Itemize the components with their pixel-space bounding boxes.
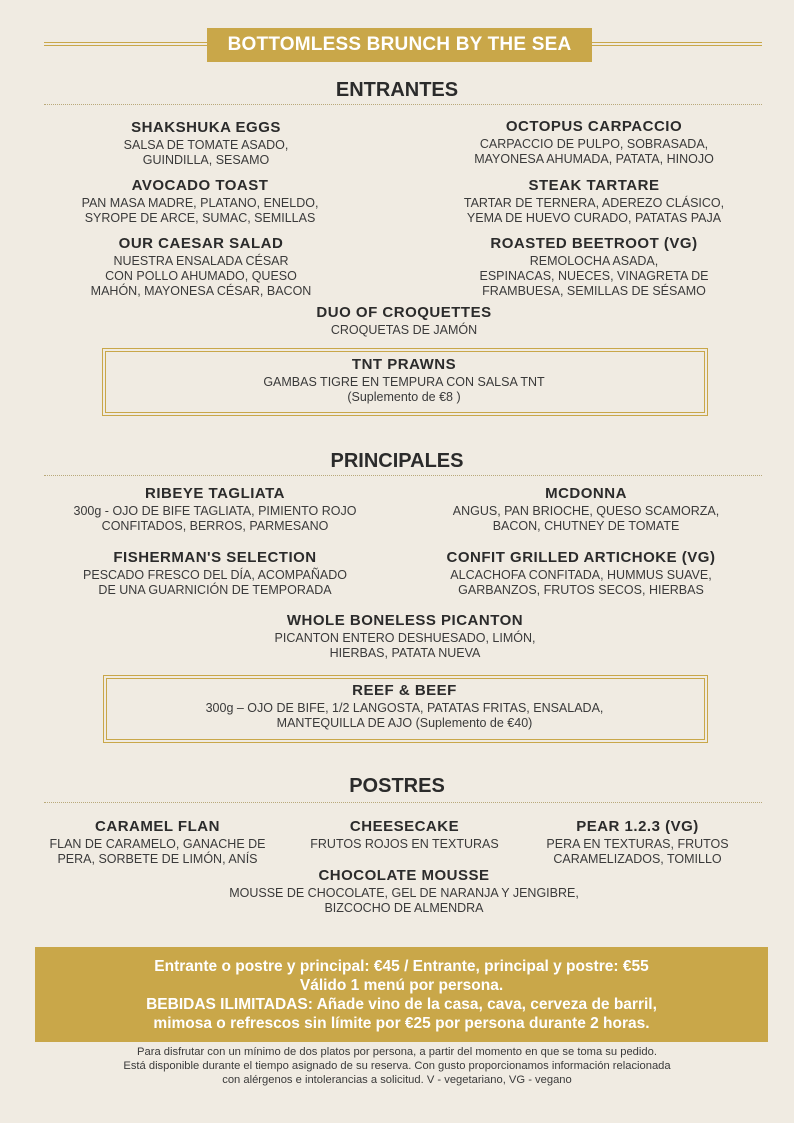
menu-item-caramel-flan xyxy=(30,817,285,867)
item-name: ROASTED BEETROOT (VG) xyxy=(490,235,698,252)
item-name: CARAMEL FLAN xyxy=(95,818,220,835)
item-desc: REMOLOCHA ASADA, ESPINACAS, NUECES, VINAGRETA DE FRAMBUESA, SEMILLAS DE SÉSAMO xyxy=(479,254,709,298)
item-name: PEAR 1.2.3 (VG) xyxy=(576,818,699,835)
item-desc: TARTAR DE TERNERA, ADEREZO CLÁSICO, YEMA DE HUEVO CURADO, PATATAS PAJA xyxy=(463,196,725,225)
menu-item-artichoke xyxy=(416,548,746,598)
menu-item-avocado xyxy=(50,176,350,226)
pricing-panel xyxy=(35,947,768,1042)
item-desc: ALCACHOFA CONFITADA, HUMMUS SUAVE, GARBANZOS, FRUTOS SECOS, HIERBAS xyxy=(450,568,712,597)
footer-line: Para disfrutar con un mínimo de dos platos por persona, a partir del momento en que se toma su pedido. xyxy=(137,1046,657,1058)
section-divider xyxy=(44,802,762,803)
banner-rule-left xyxy=(44,42,207,46)
item-desc: NUESTRA ENSALADA CÉSAR CON POLLO AHUMADO, QUESO MAHÓN, MAYONESA CÉSAR, BACON xyxy=(90,254,312,298)
footer-line: con alérgenos e intolerancias a solicitud. V - vegetariano, VG - vegano xyxy=(222,1074,572,1086)
section-title-entrantes: ENTRANTES xyxy=(335,79,459,101)
section-divider xyxy=(44,104,762,105)
item-name: AVOCADO TOAST xyxy=(131,177,269,194)
menu-item-fisherman xyxy=(50,548,380,598)
item-name: TNT PRAWNS xyxy=(351,356,457,373)
section-divider xyxy=(44,475,762,476)
item-desc: MOUSSE DE CHOCOLATE, GEL DE NARANJA Y JENGIBRE, BIZCOCHO DE ALMENDRA xyxy=(229,886,579,915)
item-desc: PESCADO FRESCO DEL DÍA, ACOMPAÑADO DE UNA GUARNICIÓN DE TEMPORADA xyxy=(83,568,347,597)
item-desc: ANGUS, PAN BRIOCHE, QUESO SCAMORZA, BACON, CHUTNEY DE TOMATE xyxy=(452,504,720,533)
item-desc: SALSA DE TOMATE ASADO, GUINDILLA, SESAMO xyxy=(123,138,289,167)
item-desc: GAMBAS TIGRE EN TEMPURA CON SALSA TNT (Suplemento de €8 ) xyxy=(263,375,545,404)
item-desc: CROQUETAS DE JAMÓN xyxy=(330,323,478,337)
item-name: CHEESECAKE xyxy=(349,818,460,835)
pricing-line: mimosa o refrescos sin límite por €25 por persona durante 2 horas. xyxy=(153,1015,650,1032)
menu-title-banner: BOTTOMLESS BRUNCH BY THE SEA xyxy=(207,28,592,62)
item-name: SHAKSHUKA EGGS xyxy=(131,119,281,136)
item-desc: CARPACCIO DE PULPO, SOBRASADA, MAYONESA AHUMADA, PATATA, HINOJO xyxy=(474,137,714,166)
menu-item-shakshuka xyxy=(56,118,356,168)
item-desc: PAN MASA MADRE, PLATANO, ENELDO, SYROPE DE ARCE, SUMAC, SEMILLAS xyxy=(81,196,319,225)
item-name: STEAK TARTARE xyxy=(528,177,660,194)
pricing-line: BEBIDAS ILIMITADAS: Añade vino de la casa, cava, cerveza de barril, xyxy=(146,996,657,1013)
menu-item-picanton xyxy=(235,611,575,661)
menu-item-octopus xyxy=(444,117,744,167)
menu-item-cheesecake xyxy=(292,817,517,852)
item-name: CONFIT GRILLED ARTICHOKE (VG) xyxy=(446,549,716,566)
item-name: FISHERMAN'S SELECTION xyxy=(113,549,317,566)
pricing-line: Válido 1 menú por persona. xyxy=(299,977,504,994)
menu-item-tnt-prawns xyxy=(105,355,703,405)
item-desc: 300g - OJO DE BIFE TAGLIATA, PIMIENTO ROJO CONFITADOS, BERROS, PARMESANO xyxy=(73,504,357,533)
footer-notes xyxy=(0,1045,794,1087)
item-name: RIBEYE TAGLIATA xyxy=(145,485,285,502)
pricing-line: Entrante o postre y principal: €45 / Entrante, principal y postre: €55 xyxy=(154,958,649,975)
item-desc: FRUTOS ROJOS EN TEXTURAS xyxy=(310,837,499,851)
item-name: WHOLE BONELESS PICANTON xyxy=(286,612,524,629)
menu-item-reef-beef xyxy=(106,681,703,731)
banner-rule-right xyxy=(592,42,762,46)
footer-line: Está disponible durante el tiempo asignado de su reserva. Con gusto proporcionamos información relacionada xyxy=(123,1060,671,1072)
section-title-postres: POSTRES xyxy=(349,775,445,797)
menu-item-chocolate-mousse xyxy=(194,866,614,916)
menu-item-croquettes xyxy=(254,303,554,338)
item-name: MCDONNA xyxy=(545,485,627,502)
item-desc: PICANTON ENTERO DESHUESADO, LIMÓN, HIERBAS, PATATA NUEVA xyxy=(274,631,536,660)
menu-item-ribeye xyxy=(40,484,390,534)
item-name: REEF & BEEF xyxy=(352,682,457,699)
item-desc: 300g – OJO DE BIFE, 1/2 LANGOSTA, PATATAS FRITAS, ENSALADA, MANTEQUILLA DE AJO (Suplemento de €40) xyxy=(205,701,604,730)
menu-item-pear xyxy=(525,817,750,867)
menu-item-steak-tartare xyxy=(439,176,749,226)
item-desc: FLAN DE CARAMELO, GANACHE DE PERA, SORBETE DE LIMÓN, ANÍS xyxy=(49,837,266,866)
section-title-principales: PRINCIPALES xyxy=(330,450,464,472)
item-name: DUO OF CROQUETTES xyxy=(316,304,492,321)
item-name: CHOCOLATE MOUSSE xyxy=(318,867,490,884)
item-name: OUR CAESAR SALAD xyxy=(118,235,284,252)
item-name: OCTOPUS CARPACCIO xyxy=(505,118,683,135)
menu-item-caesar xyxy=(51,234,351,299)
menu-item-beetroot xyxy=(444,234,744,299)
item-desc: PERA EN TEXTURAS, FRUTOS CARAMELIZADOS, TOMILLO xyxy=(546,837,729,866)
menu-item-mcdonna xyxy=(421,484,751,534)
